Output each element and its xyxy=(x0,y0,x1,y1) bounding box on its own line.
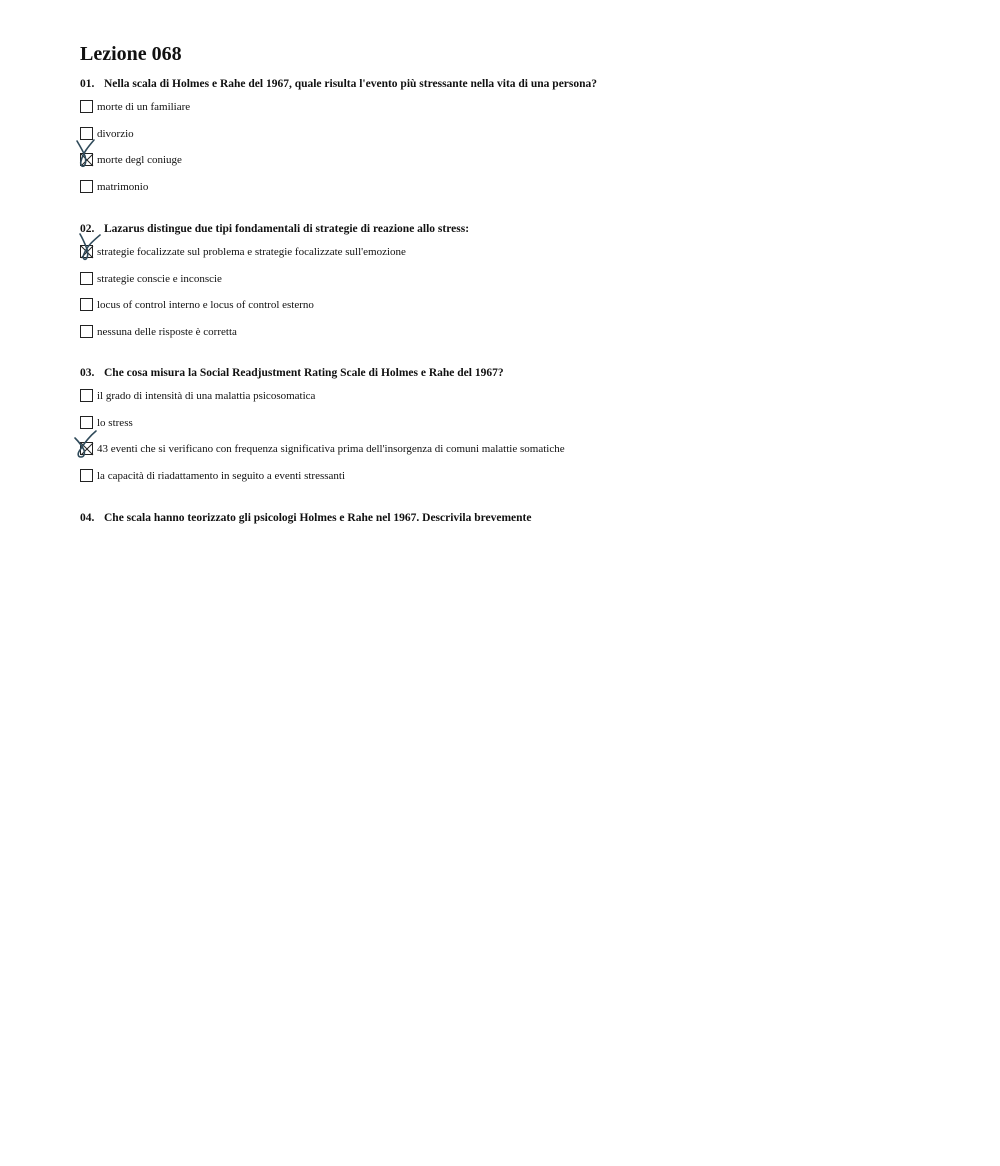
option-label: matrimonio xyxy=(97,180,149,193)
option-label: locus of control interno e locus of control esterno xyxy=(97,299,314,311)
option-item[interactable] xyxy=(80,442,960,469)
checkbox[interactable] xyxy=(80,325,93,338)
question-text: 02. Lazarus distingue due tipi fondamentali di strategie di reazione allo stress: xyxy=(80,223,470,235)
option-item[interactable] xyxy=(80,127,960,154)
options-list xyxy=(80,245,960,351)
option-item[interactable] xyxy=(80,272,960,299)
option-label: nessuna delle risposte è corretta xyxy=(97,325,237,338)
option-item[interactable] xyxy=(80,245,960,272)
question-text: 04. Che scala hanno teorizzato gli psicologi Holmes e Rahe nel 1967. Descrivila brevemente xyxy=(80,512,532,524)
option-label: strategie conscie e inconscie xyxy=(97,272,222,285)
checkbox[interactable] xyxy=(80,469,93,482)
option-label: il grado di intensità di una malattia psicosomatica xyxy=(97,390,316,402)
option-label: divorzio xyxy=(97,127,134,140)
cross-icon xyxy=(80,442,94,456)
option-label: morte degl coniuge xyxy=(97,154,182,166)
cross-icon xyxy=(80,153,94,167)
option-label: 43 eventi che si verificano con frequenza significativa prima dell'insorgenza di comuni malattie somatiche xyxy=(97,443,565,455)
option-item[interactable] xyxy=(80,469,960,496)
option-item[interactable] xyxy=(80,389,960,416)
option-item[interactable] xyxy=(80,153,960,180)
options-list xyxy=(80,389,960,495)
question-text: 01. Nella scala di Holmes e Rahe del 1967, quale risulta l'evento più stressante nella vita di una persona? xyxy=(80,78,598,90)
option-label: lo stress xyxy=(97,416,133,429)
options-list xyxy=(80,100,960,206)
checkbox[interactable] xyxy=(80,127,93,140)
option-label: morte di un familiare xyxy=(97,101,191,113)
checkbox-checked[interactable] xyxy=(80,153,93,166)
question-number: 04. xyxy=(80,512,95,524)
option-label: strategie focalizzate sul problema e strategie focalizzate sull'emozione xyxy=(97,246,406,258)
page-title: Lezione 068 xyxy=(80,43,182,65)
option-item[interactable] xyxy=(80,416,960,443)
option-label: la capacità di riadattamento in seguito a eventi stressanti xyxy=(97,469,346,482)
option-item[interactable] xyxy=(80,325,960,352)
cross-icon xyxy=(80,245,94,259)
checkbox[interactable] xyxy=(80,298,93,311)
checkbox[interactable] xyxy=(80,416,93,429)
question-3 xyxy=(80,365,960,495)
question-2 xyxy=(80,221,960,351)
checkbox[interactable] xyxy=(80,100,93,113)
question-4 xyxy=(80,510,960,526)
checkbox[interactable] xyxy=(80,389,93,402)
checkbox-checked[interactable] xyxy=(80,442,93,455)
question-number: 03. xyxy=(80,367,95,379)
question-1 xyxy=(80,76,960,206)
option-item[interactable] xyxy=(80,100,960,127)
option-item[interactable] xyxy=(80,180,960,207)
checkbox[interactable] xyxy=(80,272,93,285)
option-item[interactable] xyxy=(80,298,960,325)
question-number: 02. xyxy=(80,223,95,235)
question-text: 03. Che cosa misura la Social Readjustment Rating Scale di Holmes e Rahe del 1967? xyxy=(80,367,504,379)
question-number: 01. xyxy=(80,78,95,90)
checkbox-checked[interactable] xyxy=(80,245,93,258)
checkbox[interactable] xyxy=(80,180,93,193)
